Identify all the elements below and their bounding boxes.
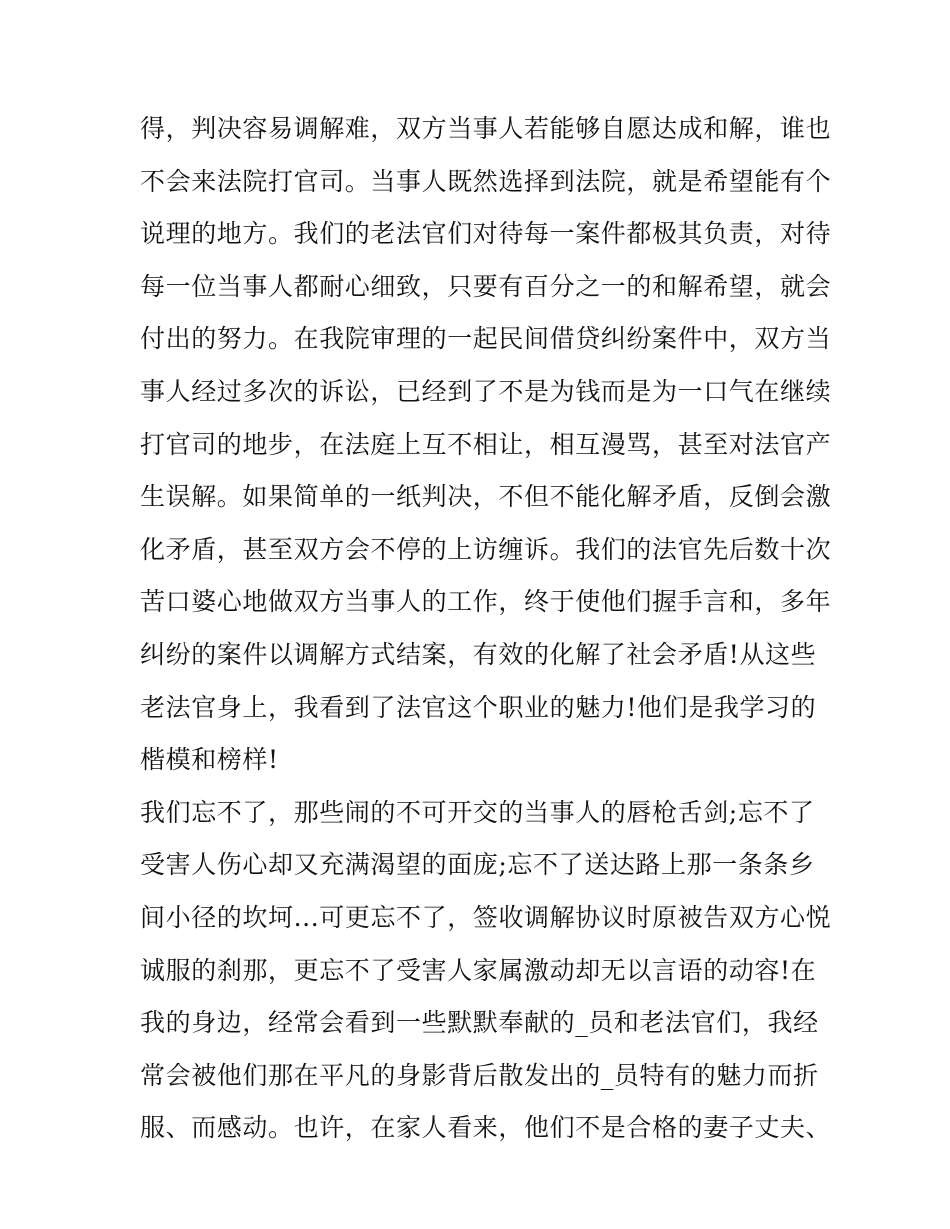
text-line-16: 间小径的坎坷...可更忘不了，签收调解协议时原被告双方心悦 (140, 902, 832, 932)
text-line-12: 老法官身上，我看到了法官这个职业的魅力!他们是我学习的 (140, 692, 817, 722)
text-line-15: 受害人伤心却又充满渴望的面庞;忘不了送达路上那一条条乡 (140, 850, 815, 880)
text-line-13: 楷模和榜样! (140, 745, 279, 775)
text-line-20: 服、而感动。也许，在家人看来，他们不是合格的妻子丈夫、 (140, 1113, 832, 1143)
text-line-1: 得，判决容易调解难，双方当事人若能够自愿达成和解，谁也 (140, 114, 832, 143)
text-line-3: 说理的地方。我们的老法官们对待每一案件都极其负责，对待 (140, 219, 832, 249)
text-line-4: 每一位当事人都耐心细致，只要有百分之一的和解希望，就会 (140, 271, 832, 301)
text-line-9: 化矛盾，甚至双方会不停的上访缠诉。我们的法官先后数十次 (140, 534, 832, 564)
body-text (140, 103, 832, 1155)
text-line-7: 打官司的地步，在法庭上互不相让，相互漫骂，甚至对法官产 (140, 429, 832, 459)
text-line-17: 诚服的刹那，更忘不了受害人家属激动却无以言语的动容!在 (140, 955, 817, 985)
text-line-6: 事人经过多次的诉讼，已经到了不是为钱而是为一口气在继续 (140, 376, 832, 406)
text-line-10: 苦口婆心地做双方当事人的工作，终于使他们握手言和，多年 (140, 587, 832, 617)
text-line-5: 付出的努力。在我院审理的一起民间借贷纠纷案件中，双方当 (140, 324, 832, 354)
text-line-19: 常会被他们那在平凡的身影背后散发出的_员特有的魅力而折 (140, 1060, 819, 1090)
text-line-18: 我的身边，经常会看到一些默默奉献的_员和老法官们，我经 (140, 1008, 819, 1038)
text-line-8: 生误解。如果简单的一纸判决，不但不能化解矛盾，反倒会激 (140, 482, 832, 512)
text-line-2: 不会来法院打官司。当事人既然选择到法院，就是希望能有个 (140, 166, 832, 196)
text-line-14: 我们忘不了，那些闹的不可开交的当事人的唇枪舌剑;忘不了 (140, 797, 815, 827)
text-line-11: 纠纷的案件以调解方式结案，有效的化解了社会矛盾!从这些 (140, 639, 817, 669)
